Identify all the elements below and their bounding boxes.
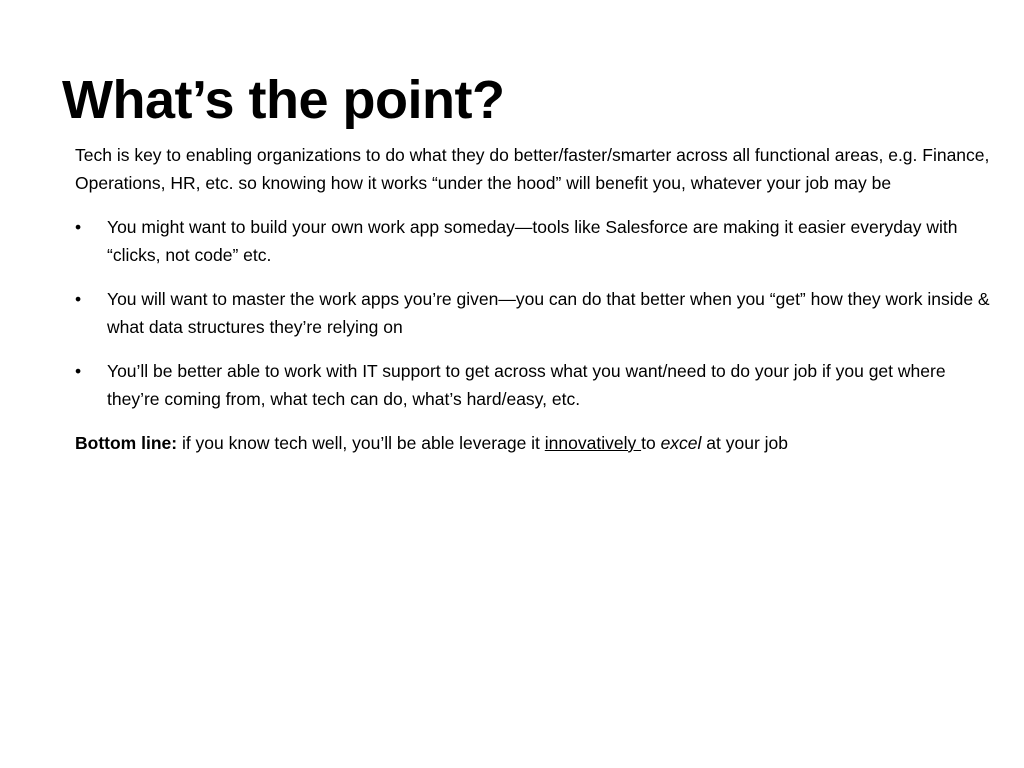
bullet-text: You’ll be better able to work with IT support to get across what you want/need to do your job if you get where they’re coming from, what tech can do, what’s hard/easy, etc. bbox=[107, 361, 946, 409]
bottom-line-text-middle: to bbox=[641, 433, 661, 453]
bottom-line-paragraph bbox=[75, 429, 995, 457]
bullet-item bbox=[75, 213, 995, 269]
slide-body bbox=[75, 141, 995, 457]
bullet-item bbox=[75, 357, 995, 413]
intro-paragraph: Tech is key to enabling organizations to do what they do better/faster/smarter across all functional areas, e.g. Finance, Operations, HR, etc. so knowing how it works “under the hood” will benefit you, whatever your job may be bbox=[75, 145, 990, 193]
bottom-line-text-before: if you know tech well, you’ll be able leverage it bbox=[177, 433, 545, 453]
bullet-text: You might want to build your own work app someday—tools like Salesforce are making it easier everyday with “clicks, not code” etc. bbox=[107, 217, 958, 265]
bullet-marker: • bbox=[75, 289, 82, 309]
bottom-line-underlined: innovatively bbox=[544, 433, 642, 453]
slide-title: What’s the point? bbox=[62, 70, 505, 130]
bullet-marker: • bbox=[75, 217, 82, 237]
bullet-marker: • bbox=[75, 361, 82, 381]
bottom-line-italic: excel bbox=[660, 433, 702, 453]
bullet-text: You will want to master the work apps you’re given—you can do that better when you “get” how they work inside & what data structures they’re relying on bbox=[107, 289, 990, 337]
bullet-item bbox=[75, 285, 995, 341]
bottom-line-text-after: at your job bbox=[701, 433, 788, 453]
bullet-list bbox=[75, 213, 995, 413]
bottom-line-label: Bottom line: bbox=[75, 433, 178, 453]
